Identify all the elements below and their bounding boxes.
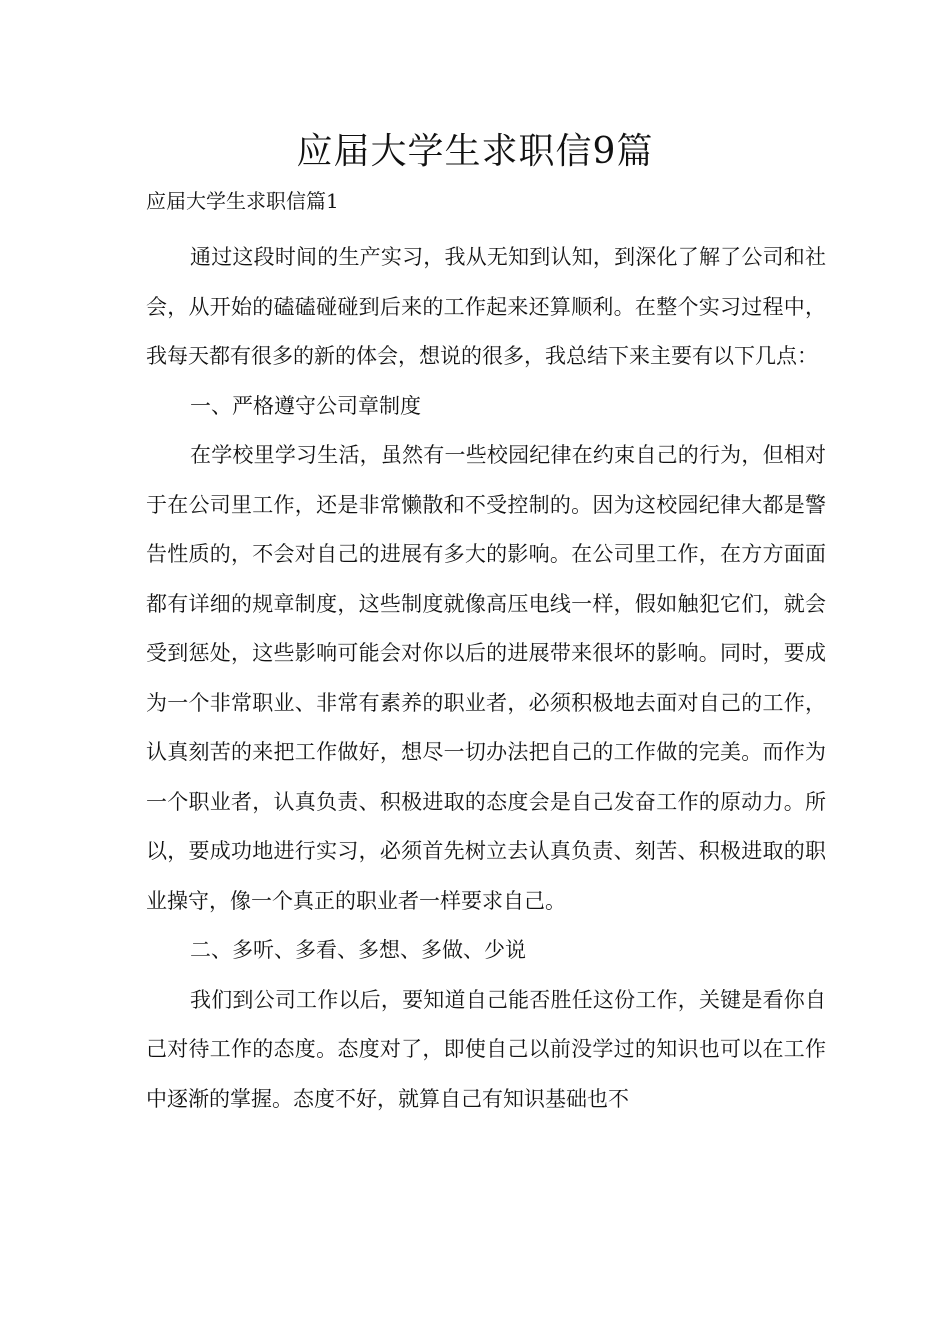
document-subtitle: 应届大学生求职信篇1 xyxy=(146,189,339,213)
section-heading-2: 二、多听、多看、多想、多做、少说 xyxy=(190,938,526,962)
paragraph-attitude: 我们到公司工作以后，要知道自己能否胜任这份工作，关键是看你自己对待工作的态度。态度对了，即使自己以前没学过的知识也可以在工作中逐渐的掌握。态度不好，就算自己有知识基础也不 xyxy=(146,987,826,1111)
paragraph-rules: 在学校里学习生活，虽然有一些校园纪律在约束自己的行为，但相对于在公司里工作，还是非常懒散和不受控制的。因为这校园纪律大都是警告性质的，不会对自己的进展有多大的影响。在公司里工作，在方方面面都有详细的规章制度，这些制度就像高压电线一样，假如触犯它们，就会受到惩处，这些影响可能会对你以后的进展带来很坏的影响。同时，要成为一个非常职业、非常有素养的职业者，必须积极地去面对自己的工作，认真刻苦的来把工作做好，想尽一切办法把自己的工作做的完美。而作为一个职业者，认真负责、积极进取的态度会是自己发奋工作的原动力。所以，要成功地进行实习，必须首先树立去认真负责、刻苦、积极进取的职业操守，像一个真正的职业者一样要求自己。 xyxy=(146,443,826,913)
paragraph-intro: 通过这段时间的生产实习，我从无知到认知，到深化了解了公司和社会，从开始的磕磕碰碰到后来的工作起来还算顺利。在整个实习过程中，我每天都有很多的新的体会，想说的很多，我总结下来主要有以下几点： xyxy=(146,245,826,368)
document-title: 应届大学生求职信9篇 xyxy=(296,131,654,172)
document-body xyxy=(146,233,826,1124)
section-heading-1: 一、严格遵守公司章制度 xyxy=(190,393,421,418)
